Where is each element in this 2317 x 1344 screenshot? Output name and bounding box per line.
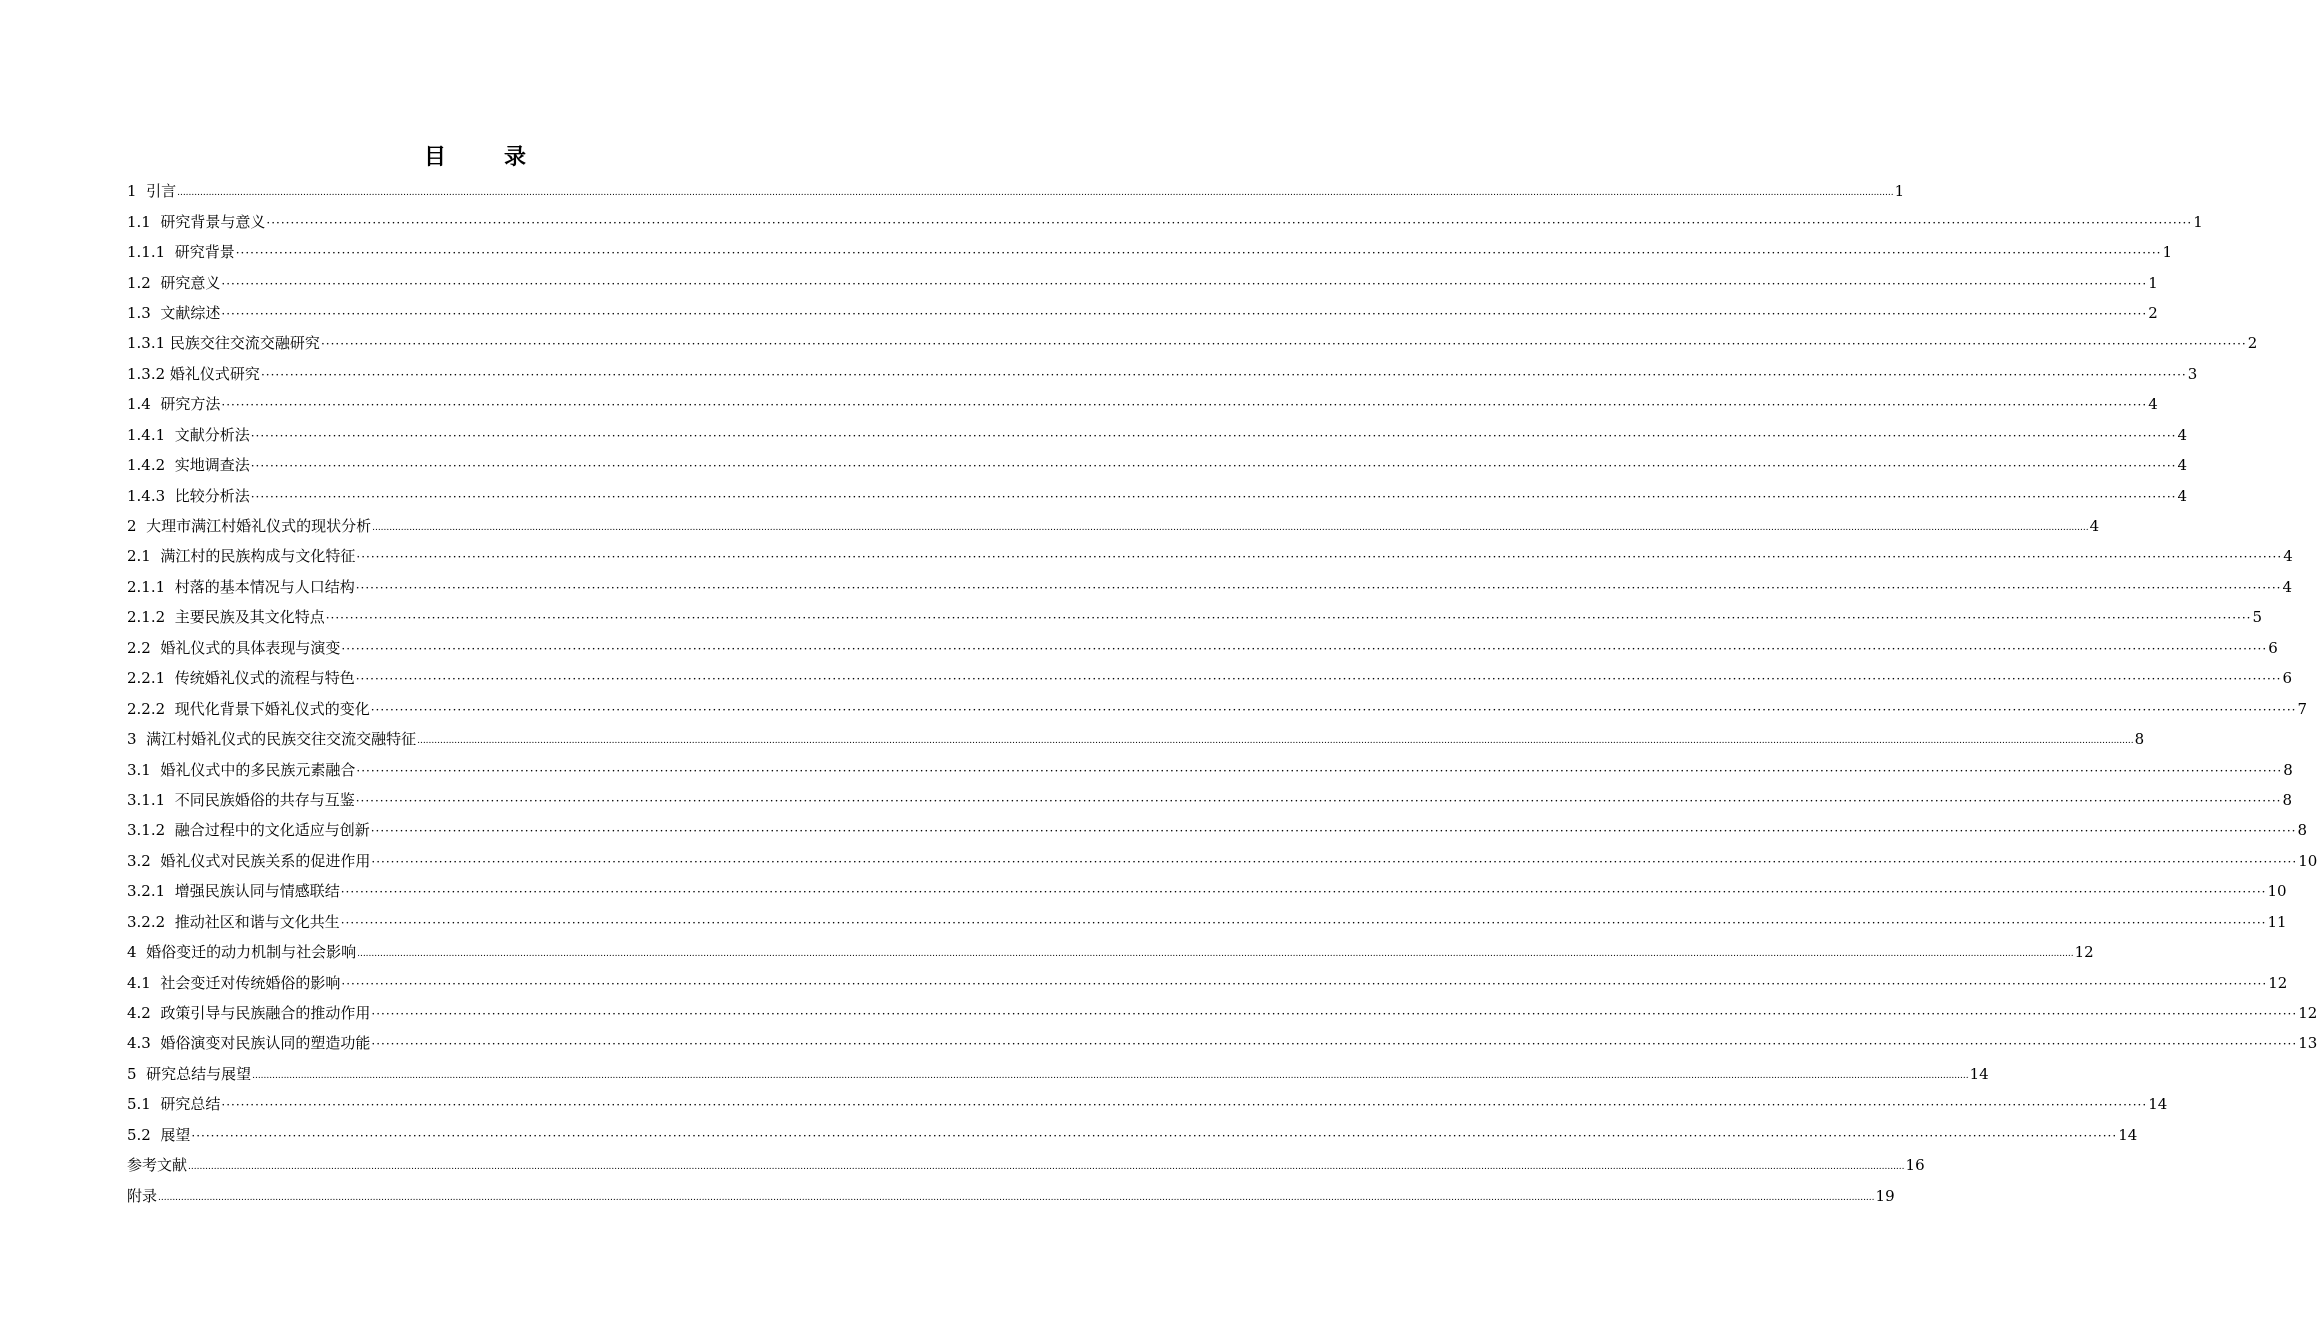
- dot-leader: ················································································································································································································································································································································································································: [325, 611, 2252, 626]
- dot-leader: ················································································································································································································································································································································································································: [221, 1098, 2148, 1113]
- dot-leader: ················································································································································································································································································································································································································: [341, 976, 2268, 991]
- toc-entry-page-number: 14: [1969, 1064, 1989, 1083]
- toc-entry-page-number: 4: [2283, 547, 2293, 566]
- toc-entry[interactable]: [127, 998, 2317, 1028]
- toc-entry-label: 2.2 婚礼仪式的具体表现与演变: [127, 638, 341, 657]
- toc-entry-label: 5 研究总结与展望: [127, 1064, 252, 1083]
- dot-leader: ........................................................................................................................................................................................................................................................................................................................................................................................................................................................................................................................................................................................................................: [357, 949, 2074, 960]
- toc-entry-page-number: 4: [2089, 517, 2100, 536]
- toc-entry[interactable]: [127, 1180, 1895, 1210]
- toc-entry-page-number: 1: [2148, 273, 2158, 292]
- toc-entry[interactable]: [127, 480, 2188, 510]
- toc-entry[interactable]: [127, 633, 2278, 663]
- toc-entry-page-number: 19: [1875, 1186, 1895, 1205]
- toc-entry-label: 1.3 文献综述: [127, 303, 221, 322]
- dot-leader: ················································································································································································································································································································································································································: [371, 1037, 2298, 1052]
- toc-entry[interactable]: [127, 1028, 2317, 1058]
- toc-entry-page-number: 16: [1905, 1156, 1925, 1175]
- toc-entry-page-number: 2: [2247, 334, 2258, 353]
- toc-entry-label: 5.1 研究总结: [127, 1095, 221, 1114]
- dot-leader: ················································································································································································································································································································································································································: [250, 428, 2177, 443]
- toc-entry[interactable]: [127, 176, 1905, 206]
- toc-entry-label: 2.1.1 村落的基本情况与人口结构: [127, 577, 355, 596]
- toc-entry[interactable]: [127, 815, 2308, 845]
- toc-entry-page-number: 13: [2298, 1034, 2317, 1053]
- toc-entry-label: 参考文献: [127, 1156, 188, 1175]
- dot-leader: ················································································································································································································································································································································································································: [320, 337, 2247, 352]
- toc-entry-label: 2.1.2 主要民族及其文化特点: [127, 608, 325, 627]
- toc-entry-page-number: 8: [2282, 790, 2293, 809]
- toc-entry-page-number: 6: [2282, 669, 2293, 688]
- toc-entry[interactable]: [127, 846, 2317, 876]
- dot-leader: ........................................................................................................................................................................................................................................................................................................................................................................................................................................................................................................................................................................................................................: [177, 188, 1894, 199]
- dot-leader: ················································································································································································································································································································································································································: [355, 672, 2282, 687]
- toc-entry[interactable]: [127, 206, 2203, 236]
- dot-leader: ················································································································································································································································································································································································································: [356, 550, 2283, 565]
- toc-entry-label: 1.1.1 研究背景: [127, 243, 235, 262]
- toc-entry-page-number: 14: [2148, 1095, 2168, 1114]
- toc-entry-page-number: 4: [2177, 425, 2188, 444]
- toc-entry[interactable]: [127, 876, 2287, 906]
- toc-entry-page-number: 4: [2177, 486, 2188, 505]
- toc-entry[interactable]: [127, 541, 2293, 571]
- toc-entry[interactable]: [127, 785, 2293, 815]
- dot-leader: ················································································································································································································································································································································································································: [355, 580, 2282, 595]
- toc-entry-label: 4.1 社会变迁对传统婚俗的影响: [127, 973, 341, 992]
- toc-entry-page-number: 14: [2118, 1125, 2138, 1144]
- toc-entry[interactable]: [127, 1150, 1925, 1180]
- toc-entry[interactable]: [127, 572, 2293, 602]
- toc-entry-label: 4 婚俗变迁的动力机制与社会影响: [127, 943, 357, 962]
- toc-entry[interactable]: [127, 1120, 2138, 1150]
- toc-entry-label: 附录: [127, 1186, 158, 1205]
- dot-leader: ················································································································································································································································································································································································································: [250, 459, 2177, 474]
- toc-entry-label: 3.2.2 推动社区和谐与文化共生: [127, 912, 340, 931]
- dot-leader: ················································································································································································································································································································································································································: [371, 1007, 2298, 1022]
- toc-entry-page-number: 8: [2134, 730, 2145, 749]
- toc-entry-label: 1.3.1 民族交往交流交融研究: [127, 334, 320, 353]
- toc-entry[interactable]: [127, 967, 2288, 997]
- toc-entry-page-number: 1: [1894, 182, 1905, 201]
- toc-entry-page-number: 12: [2268, 973, 2288, 992]
- toc-entry-page-number: 8: [2283, 760, 2293, 779]
- toc-entry[interactable]: [127, 328, 2258, 358]
- toc-entry-page-number: 2: [2148, 303, 2158, 322]
- toc-entry[interactable]: [127, 907, 2287, 937]
- dot-leader: ················································································································································································································································································································································································································: [250, 489, 2177, 504]
- dot-leader: ················································································································································································································································································································································································································: [340, 885, 2267, 900]
- dot-leader: ........................................................................................................................................................................................................................................................................................................................................................................................................................................................................................................................................................................................................................: [188, 1162, 1905, 1173]
- toc-entry[interactable]: [127, 511, 2100, 541]
- toc-entry-page-number: 7: [2297, 699, 2308, 718]
- toc-entry-label: 2.2.2 现代化背景下婚礼仪式的变化: [127, 699, 370, 718]
- toc-entry[interactable]: [127, 389, 2158, 419]
- toc-entry-page-number: 6: [2268, 638, 2278, 657]
- toc-entry-page-number: 1: [2193, 212, 2203, 231]
- toc-entry-page-number: 4: [2282, 577, 2293, 596]
- toc-entry[interactable]: [127, 450, 2188, 480]
- toc-entry-label: 1.4.2 实地调查法: [127, 456, 250, 475]
- toc-entry-page-number: 3: [2187, 364, 2198, 383]
- toc-entry-label: 1 引言: [127, 182, 177, 201]
- toc-entry-label: 1.4 研究方法: [127, 395, 221, 414]
- dot-leader: ........................................................................................................................................................................................................................................................................................................................................................................................................................................................................................................................................................................................................................: [372, 523, 2089, 534]
- toc-entry-label: 1.4.3 比较分析法: [127, 486, 250, 505]
- dot-leader: ················································································································································································································································································································································································································: [341, 641, 2268, 656]
- toc-entry[interactable]: [127, 663, 2293, 693]
- dot-leader: ················································································································································································································································································································································································································: [235, 246, 2162, 261]
- toc-entry-label: 5.2 展望: [127, 1125, 191, 1144]
- toc-entry[interactable]: [127, 267, 2158, 297]
- toc-entry-label: 1.4.1 文献分析法: [127, 425, 250, 444]
- toc-entry-label: 3.1.2 融合过程中的文化适应与创新: [127, 821, 370, 840]
- toc-entry[interactable]: [127, 298, 2158, 328]
- dot-leader: ················································································································································································································································································································································································································: [370, 702, 2297, 717]
- dot-leader: ················································································································································································································································································································································································································: [356, 763, 2283, 778]
- toc-entry[interactable]: [127, 1059, 1989, 1089]
- toc-entry-label: 2.1 满江村的民族构成与文化特征: [127, 547, 356, 566]
- toc-entry-page-number: 11: [2267, 912, 2287, 931]
- toc-entry-label: 4.2 政策引导与民族融合的推动作用: [127, 1004, 371, 1023]
- toc-entry-page-number: 4: [2148, 395, 2158, 414]
- dot-leader: ················································································································································································································································································································································································································: [191, 1128, 2118, 1143]
- toc-entry[interactable]: [127, 420, 2188, 450]
- dot-leader: ················································································································································································································································································································································································································: [355, 793, 2282, 808]
- toc-entry-label: 1.1 研究背景与意义: [127, 212, 266, 231]
- toc-entry[interactable]: [127, 724, 2145, 754]
- dot-leader: ················································································································································································································································································································································································································: [221, 306, 2148, 321]
- table-of-contents: [127, 176, 2317, 1211]
- toc-entry[interactable]: [127, 602, 2263, 632]
- toc-entry-label: 2.2.1 传统婚礼仪式的流程与特色: [127, 669, 355, 688]
- toc-entry-label: 2 大理市满江村婚礼仪式的现状分析: [127, 517, 372, 536]
- toc-entry-label: 3.1 婚礼仪式中的多民族元素融合: [127, 760, 356, 779]
- toc-entry[interactable]: [127, 237, 2173, 267]
- toc-entry[interactable]: [127, 359, 2198, 389]
- toc-title: 目 录: [423, 145, 544, 170]
- toc-entry-page-number: 10: [2298, 851, 2317, 870]
- toc-entry-label: 3.1.1 不同民族婚俗的共存与互鉴: [127, 790, 355, 809]
- toc-entry-label: 4.3 婚俗演变对民族认同的塑造功能: [127, 1034, 371, 1053]
- toc-entry-page-number: 10: [2267, 882, 2287, 901]
- toc-entry[interactable]: [127, 1089, 2168, 1119]
- dot-leader: ················································································································································································································································································································································································································: [260, 367, 2187, 382]
- toc-entry-page-number: 12: [2298, 1004, 2317, 1023]
- toc-entry-page-number: 5: [2252, 608, 2263, 627]
- toc-entry-label: 1.2 研究意义: [127, 273, 221, 292]
- toc-entry-page-number: 12: [2074, 943, 2094, 962]
- dot-leader: ················································································································································································································································································································································································································: [221, 276, 2148, 291]
- toc-entry[interactable]: [127, 754, 2293, 784]
- dot-leader: ················································································································································································································································································································································································································: [371, 854, 2298, 869]
- dot-leader: ........................................................................................................................................................................................................................................................................................................................................................................................................................................................................................................................................................................................................................: [252, 1070, 1969, 1081]
- toc-entry[interactable]: [127, 693, 2308, 723]
- toc-entry-page-number: 8: [2297, 821, 2308, 840]
- toc-entry-label: 3 满江村婚礼仪式的民族交往交流交融特征: [127, 730, 417, 749]
- dot-leader: ........................................................................................................................................................................................................................................................................................................................................................................................................................................................................................................................................................................................................................: [417, 736, 2134, 747]
- dot-leader: ················································································································································································································································································································································································································: [340, 915, 2267, 930]
- toc-entry-page-number: 4: [2177, 456, 2188, 475]
- toc-entry-label: 1.3.2 婚礼仪式研究: [127, 364, 260, 383]
- toc-entry-label: 3.2 婚礼仪式对民族关系的促进作用: [127, 851, 371, 870]
- dot-leader: ················································································································································································································································································································································································································: [370, 824, 2297, 839]
- toc-entry-label: 3.2.1 增强民族认同与情感联结: [127, 882, 340, 901]
- dot-leader: ........................................................................................................................................................................................................................................................................................................................................................................................................................................................................................................................................................................................................................: [158, 1192, 1875, 1203]
- toc-entry-page-number: 1: [2162, 243, 2173, 262]
- dot-leader: ················································································································································································································································································································································································································: [266, 215, 2193, 230]
- toc-entry[interactable]: [127, 937, 2094, 967]
- dot-leader: ················································································································································································································································································································································································································: [221, 398, 2148, 413]
